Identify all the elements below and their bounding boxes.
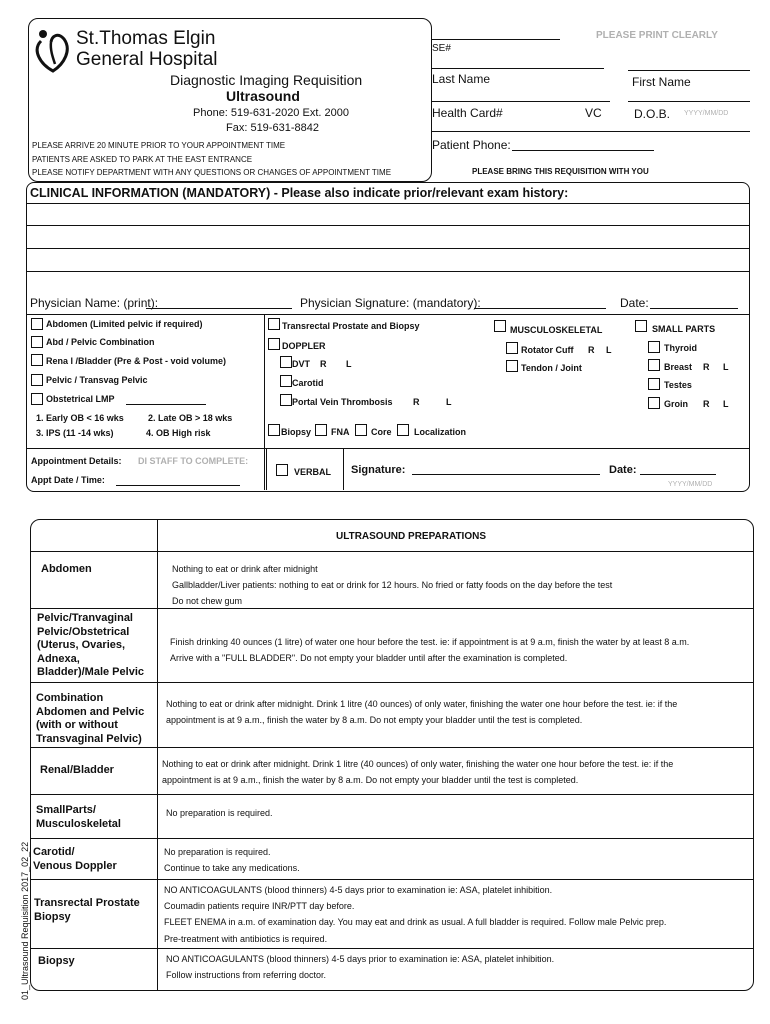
first-name-top-line bbox=[628, 70, 750, 71]
dvt-right-label: R bbox=[320, 359, 327, 369]
verbal-label: VERBAL bbox=[294, 467, 332, 477]
late-ob-label: 2. Late OB > 18 wks bbox=[148, 413, 233, 423]
prep-row-name: Renal/Bladder bbox=[40, 764, 114, 776]
obstetrical-label: Obstetrical LMP bbox=[46, 394, 115, 404]
portal-right-label: R bbox=[413, 397, 420, 407]
clinical-line-3[interactable] bbox=[26, 248, 749, 249]
prep-row-small-parts-text bbox=[166, 808, 273, 818]
physician-name-label: Physician Name: (print): bbox=[30, 296, 159, 310]
prep-row-name: (Uterus, Ovaries, bbox=[37, 639, 126, 651]
renal-bladder-label: Rena l /Bladder (Pre & Post - void volume) bbox=[46, 356, 227, 366]
form-title: Diagnostic Imaging Requisition bbox=[170, 72, 363, 88]
health-card-input-line[interactable] bbox=[432, 131, 750, 132]
appt-date-time-label: Appt Date / Time: bbox=[31, 475, 105, 485]
groin-label: Groin bbox=[664, 399, 688, 409]
prep-row-divider bbox=[30, 838, 753, 839]
prep-heading: ULTRASOUND PREPARATIONS bbox=[336, 531, 486, 542]
dvt-left-label: L bbox=[346, 359, 352, 369]
prep-row-divider bbox=[30, 879, 753, 880]
prep-row-divider bbox=[30, 682, 753, 683]
doppler-checkbox[interactable] bbox=[268, 338, 280, 350]
groin-left-label: L bbox=[723, 399, 729, 409]
staff-date-format-hint: YYYY/MM/DD bbox=[668, 481, 713, 488]
pelvic-transvag-checkbox[interactable] bbox=[31, 374, 43, 386]
prep-text-line: Finish drinking 40 ounces (1 litre) of water one hour before the test. ie: if appointment is at 9 a.m, finish the water by at least 8 a.m. bbox=[170, 637, 690, 647]
prep-row-name: Abdomen and Pelvic bbox=[36, 705, 145, 718]
groin-checkbox[interactable] bbox=[648, 397, 660, 409]
prep-text-line: No preparation is required. bbox=[166, 808, 273, 818]
testes-label: Testes bbox=[664, 380, 692, 390]
abd-pelvic-label: Abd / Pelvic Combination bbox=[46, 337, 155, 347]
prep-row-name: Pelvic/Obstetrical bbox=[37, 625, 130, 638]
prep-text-line: NO ANTICOAGULANTS (blood thinners) 4-5 days prior to examination ie: ASA, platelet inhibition. bbox=[166, 954, 555, 964]
localization-checkbox[interactable] bbox=[397, 424, 409, 436]
staff-date-input-line[interactable] bbox=[640, 474, 716, 475]
prep-row-name: Venous Doppler bbox=[33, 859, 117, 872]
clinical-line-1[interactable] bbox=[26, 203, 749, 204]
core-checkbox[interactable] bbox=[355, 424, 367, 436]
prep-row-small-parts bbox=[36, 804, 121, 831]
prep-row-divider bbox=[30, 948, 753, 949]
doppler-label: DOPPLER bbox=[282, 341, 326, 351]
patient-phone-input-line[interactable] bbox=[512, 150, 654, 151]
prep-row-name: Musculoskeletal bbox=[36, 817, 121, 830]
physician-signature-label: Physician Signature: (mandatory): bbox=[300, 296, 481, 310]
prep-row-transrectal bbox=[34, 897, 140, 924]
prep-row-carotid-text bbox=[164, 844, 300, 876]
prep-row-renal bbox=[40, 764, 114, 776]
portal-left-label: L bbox=[446, 397, 452, 407]
org-name-line2: General Hospital bbox=[76, 49, 218, 70]
prep-header-divider bbox=[30, 551, 753, 552]
prep-row-name: Biopsy bbox=[34, 910, 71, 923]
physician-signature-input-line[interactable] bbox=[474, 308, 606, 309]
physician-date-input-line[interactable] bbox=[650, 308, 738, 309]
prep-row-abdomen-text bbox=[172, 561, 612, 609]
musculoskeletal-checkbox[interactable] bbox=[494, 320, 506, 332]
print-clearly-text: PLEASE PRINT CLEARLY bbox=[596, 30, 718, 41]
prep-row-name: Carotid/ bbox=[33, 846, 75, 858]
prep-row-divider bbox=[30, 794, 753, 795]
exam-column-divider bbox=[264, 314, 265, 490]
prep-text-line: appointment is at 9 a.m., finish the water by 8 a.m. Do not empty your bladder until the test is completed. bbox=[166, 715, 583, 725]
appointment-divider bbox=[26, 448, 749, 449]
org-name-line1: St.Thomas Elgin bbox=[76, 28, 216, 49]
biopsy-label: Biopsy bbox=[281, 427, 312, 437]
last-name-label: Last Name bbox=[432, 72, 491, 86]
lmp-input-line[interactable] bbox=[126, 404, 206, 405]
prep-text-line: Nothing to eat or drink after midnight. Drink 1 litre (40 ounces) of only water, finishing the water one hour before the test. ie: if the bbox=[166, 699, 678, 709]
prep-row-name: Biopsy bbox=[38, 955, 75, 967]
obstetrical-checkbox[interactable] bbox=[31, 393, 43, 405]
musculoskeletal-label: MUSCULOSKELETAL bbox=[510, 325, 603, 335]
rotator-cuff-checkbox[interactable] bbox=[506, 342, 518, 354]
prep-row-name: Transrectal Prostate bbox=[34, 897, 140, 909]
fax-text: Fax: 519-631-8842 bbox=[226, 122, 319, 134]
prep-text-line: appointment is at 9 a.m., finish the water by 8 a.m. Do not empty your bladder until the test is completed. bbox=[162, 775, 579, 785]
notice-notify: PLEASE NOTIFY DEPARTMENT WITH ANY QUESTIONS OR CHANGES OF APPOINTMENT TIME bbox=[32, 168, 392, 177]
phone-text: Phone: 519-631-2020 Ext. 2000 bbox=[193, 107, 349, 119]
prep-row-biopsy bbox=[38, 955, 75, 967]
prep-text-line: Pre-treatment with antibiotics is required. bbox=[164, 933, 328, 944]
physician-name-input-line[interactable] bbox=[146, 308, 292, 309]
prep-row-renal-text bbox=[162, 756, 673, 788]
small-parts-label: SMALL PARTS bbox=[652, 324, 716, 334]
thyroid-label: Thyroid bbox=[664, 343, 697, 353]
form-subtitle: Ultrasound bbox=[226, 88, 300, 104]
dvt-label: DVT bbox=[292, 359, 310, 369]
breast-checkbox[interactable] bbox=[648, 359, 660, 371]
prep-row-combination bbox=[36, 692, 144, 746]
prep-row-carotid bbox=[33, 846, 117, 873]
core-label: Core bbox=[371, 427, 392, 437]
exam-top-divider bbox=[26, 314, 749, 315]
prep-text-line: No preparation is required. bbox=[164, 847, 271, 857]
breast-label: Breast bbox=[664, 362, 693, 372]
prep-row-transrectal-text bbox=[164, 882, 666, 947]
rotator-cuff-label: Rotator Cuff bbox=[521, 345, 574, 355]
carotid-label: Carotid bbox=[292, 378, 324, 388]
prep-text-line: Arrive with a "FULL BLADDER". Do not empty your bladder until after the examination is completed. bbox=[170, 653, 568, 663]
breast-left-label: L bbox=[723, 362, 729, 372]
last-name-input-line[interactable] bbox=[432, 101, 610, 102]
se-label: SE# bbox=[432, 43, 451, 54]
prep-text-line: Gallbladder/Liver patients: nothing to eat or drink for 12 hours. No fried or fatty foods on the day before the test bbox=[172, 580, 613, 590]
rotator-left-label: L bbox=[606, 345, 612, 355]
fna-label: FNA bbox=[331, 427, 350, 437]
abd-pelvic-checkbox[interactable] bbox=[31, 336, 43, 348]
top-blank-line bbox=[432, 39, 560, 40]
abdomen-limited-label: Abdomen (Limited pelvic if required) bbox=[46, 319, 203, 329]
prep-row-name: Bladder)/Male Pelvic bbox=[37, 666, 144, 678]
early-ob-label: 1. Early OB < 16 wks bbox=[36, 413, 124, 423]
prep-text-line: NO ANTICOAGULANTS (blood thinners) 4-5 days prior to examination ie: ASA, platelet inhibition. bbox=[164, 885, 553, 895]
appt-date-time-input-line[interactable] bbox=[116, 485, 240, 486]
prep-text-line: Nothing to eat or drink after midnight. Drink 1 litre (40 ounces) of only water, finishing the water one hour before the test. ie: if the bbox=[162, 759, 674, 769]
health-card-label: Health Card# bbox=[432, 106, 503, 120]
bring-requisition-text: PLEASE BRING THIS REQUISITION WITH YOU bbox=[472, 167, 649, 176]
abdomen-limited-checkbox[interactable] bbox=[31, 318, 43, 330]
prep-row-biopsy-text bbox=[166, 951, 554, 983]
patient-phone-label: Patient Phone: bbox=[432, 138, 511, 152]
pelvic-transvag-label: Pelvic / Transvag Pelvic bbox=[46, 375, 148, 385]
prep-row-name: Adnexa, bbox=[37, 652, 80, 665]
prep-text-line: Do not chew gum bbox=[172, 596, 243, 606]
prep-row-pelvic bbox=[37, 612, 144, 680]
clinical-line-4[interactable] bbox=[26, 271, 749, 272]
prep-row-combination-text bbox=[166, 696, 677, 728]
di-staff-label: DI STAFF TO COMPLETE: bbox=[138, 456, 249, 466]
prep-text-line: Nothing to eat or drink after midnight bbox=[172, 564, 318, 574]
rotator-right-label: R bbox=[588, 345, 595, 355]
prep-row-name: Combination bbox=[36, 692, 104, 704]
carotid-checkbox[interactable] bbox=[280, 375, 292, 387]
appointment-column-divider bbox=[266, 448, 267, 490]
prep-column-divider bbox=[157, 519, 158, 990]
staff-date-label: Date: bbox=[609, 464, 637, 476]
verbal-checkbox[interactable] bbox=[276, 464, 288, 476]
fna-checkbox[interactable] bbox=[315, 424, 327, 436]
localization-label: Localization bbox=[414, 427, 467, 437]
renal-bladder-checkbox[interactable] bbox=[31, 354, 43, 366]
tendon-joint-label: Tendon / Joint bbox=[521, 363, 582, 373]
signature-column-divider bbox=[343, 448, 344, 490]
prep-text-line: Continue to take any medications. bbox=[164, 863, 300, 873]
breast-right-label: R bbox=[703, 362, 710, 372]
se-input-line[interactable] bbox=[432, 68, 604, 69]
prep-row-name: SmallParts/ bbox=[36, 804, 96, 816]
biopsy-checkbox[interactable] bbox=[268, 424, 280, 436]
prep-row-name: Pelvic/Tranvaginal bbox=[37, 612, 133, 624]
first-name-label: First Name bbox=[632, 75, 691, 89]
prep-row-abdomen bbox=[41, 563, 92, 575]
clinical-line-2[interactable] bbox=[26, 225, 749, 226]
prep-row-divider bbox=[30, 608, 753, 609]
ips-label: 3. IPS (11 -14 wks) bbox=[36, 428, 114, 438]
ob-high-risk-label: 4. OB High risk bbox=[146, 428, 211, 438]
small-parts-checkbox[interactable] bbox=[635, 320, 647, 332]
dvt-checkbox[interactable] bbox=[280, 356, 292, 368]
appointment-details-label: Appointment Details: bbox=[31, 456, 122, 466]
dob-format-hint: YYYY/MM/DD bbox=[684, 110, 729, 117]
prep-text-line: Coumadin patients require INR/PTT day before. bbox=[164, 901, 355, 912]
vc-label: VC bbox=[585, 106, 602, 120]
groin-right-label: R bbox=[703, 399, 710, 409]
staff-signature-input-line[interactable] bbox=[412, 474, 600, 475]
side-footer-text: 01_Ultrasound Requisition 2017_02_22 bbox=[20, 841, 30, 1000]
portal-vein-checkbox[interactable] bbox=[280, 394, 292, 406]
notice-arrive: PLEASE ARRIVE 20 MINUTE PRIOR TO YOUR APPOINTMENT TIME bbox=[32, 141, 286, 150]
testes-checkbox[interactable] bbox=[648, 378, 660, 390]
dob-label: D.O.B. bbox=[634, 107, 671, 121]
prep-row-pelvic-text bbox=[170, 634, 689, 666]
physician-date-label: Date: bbox=[620, 296, 649, 310]
notice-park: PATIENTS ARE ASKED TO PARK AT THE EAST ENTRANCE bbox=[32, 155, 253, 164]
transrectal-checkbox[interactable] bbox=[268, 318, 280, 330]
thyroid-checkbox[interactable] bbox=[648, 341, 660, 353]
staff-signature-label: Signature: bbox=[351, 464, 406, 476]
hospital-logo-icon bbox=[34, 24, 72, 74]
prep-row-divider bbox=[30, 747, 753, 748]
portal-vein-label: Portal Vein Thrombosis bbox=[292, 397, 393, 407]
transrectal-label: Transrectal Prostate and Biopsy bbox=[282, 321, 420, 331]
prep-row-name: Abdomen bbox=[41, 563, 92, 575]
prep-text-line: Follow instructions from referring doctor. bbox=[166, 970, 327, 980]
first-name-input-line[interactable] bbox=[628, 101, 750, 102]
prep-row-name: Transvaginal Pelvic) bbox=[36, 732, 142, 745]
tendon-joint-checkbox[interactable] bbox=[506, 360, 518, 372]
prep-row-name: (with or without bbox=[36, 719, 118, 731]
clinical-heading: CLINICAL INFORMATION (MANDATORY) - Please also indicate prior/relevant exam history: bbox=[30, 186, 569, 200]
prep-text-line: FLEET ENEMA in a.m. of examination day. You may eat and drink as usual. A full bladder is required. Follow male Pelvic prep. bbox=[164, 917, 667, 928]
